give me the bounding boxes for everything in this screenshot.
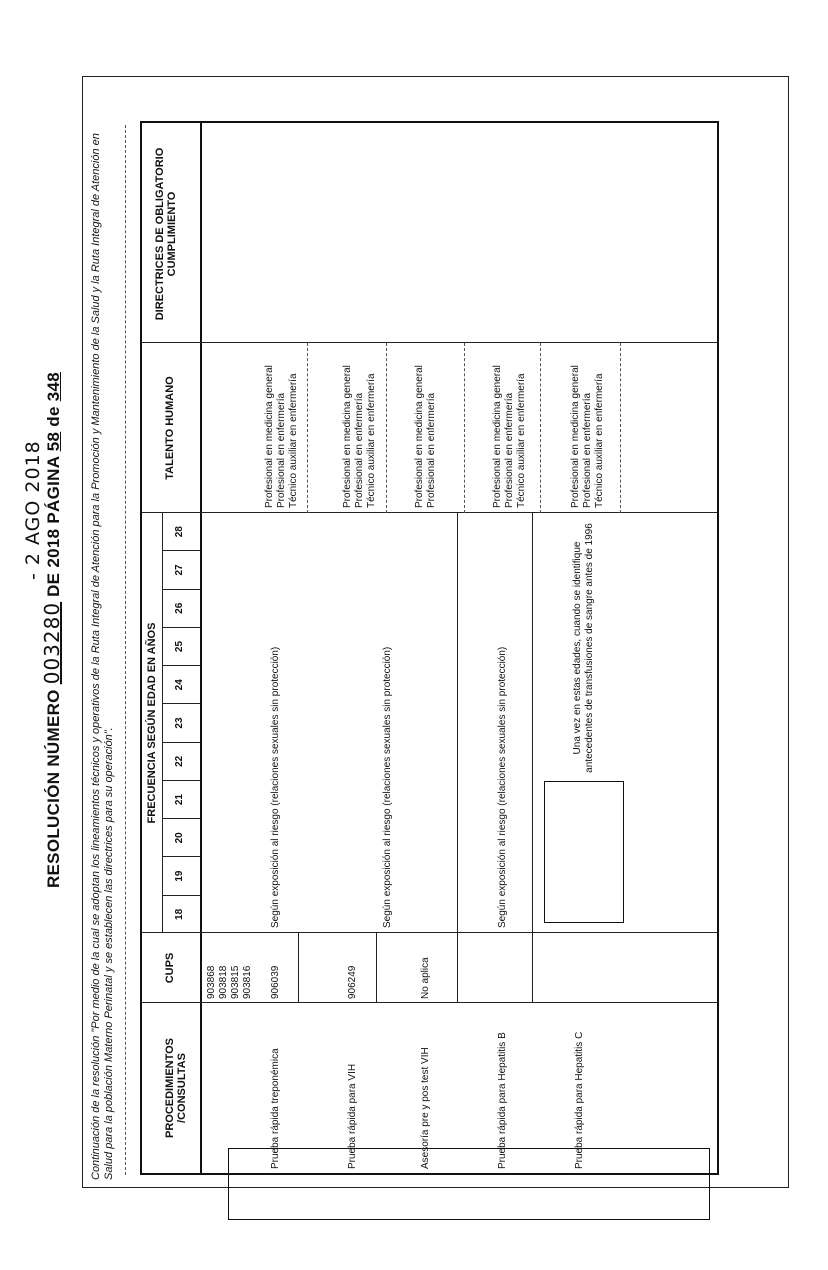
header-cups: CUPS: [164, 952, 176, 984]
age-cell: 21: [162, 780, 200, 818]
age-cell: 18: [162, 895, 200, 933]
talent-item: Profesional en enfermería: [354, 392, 365, 508]
resolution-number: 003280: [40, 601, 64, 685]
page-prefix: DE 2018 PÁGINA: [44, 456, 63, 597]
frequency-cell: Según exposición al riesgo (relaciones sexuales sin protección): [382, 646, 393, 928]
talent-cell: [264, 346, 300, 508]
age-cell: 26: [162, 589, 200, 627]
frequency-cell: Una vez en estas edades, cuando se identifique antecedentes de transfusiones de sangre antes de 1996: [572, 523, 595, 773]
talent-item: Profesional en enfermería: [582, 392, 593, 508]
col-divider: [142, 512, 717, 513]
row-divider: [540, 343, 541, 513]
age-cell: 23: [162, 703, 200, 741]
age-cell: 28: [174, 526, 185, 538]
directrices-column: [202, 127, 714, 341]
age-cell: 24: [162, 665, 200, 703]
frequency-cell: Según exposición al riesgo (relaciones sexuales sin protección): [270, 646, 281, 928]
cups-cell: 906249: [347, 965, 358, 999]
procedure-cell: Prueba rápida treponémica: [270, 1048, 281, 1169]
talent-item: Técnico auxiliar en enfermería: [288, 373, 299, 508]
cups-cell: No aplica: [420, 957, 431, 999]
col-divider: [142, 342, 717, 343]
page-of: de: [44, 406, 63, 427]
age-cell: 20: [162, 818, 200, 856]
cups-code: 903818: [218, 965, 229, 999]
continuation-text: Continuación de la resolución "Por medio de la cual se adoptan los lineamientos técnicos y operativos de la Ruta Integral de Atención para la Promoción y Mantenimiento de la Salud y la Ruta Integral de Atención en Salud para la población Materno Perinatal y se establecen las directrices para su operación".: [90, 133, 115, 1180]
talent-item: Profesional en medicina general: [414, 365, 425, 508]
talent-cell: [342, 346, 378, 508]
page-total: 348: [44, 371, 63, 402]
procedure-cell: Prueba rápida para Hepatitis C: [574, 1031, 585, 1169]
col-divider: [142, 1002, 717, 1003]
talent-cell: [414, 346, 438, 508]
resolution-label: RESOLUCIÓN NÚMERO: [44, 689, 63, 889]
header-talento: TALENTO HUMANO: [164, 376, 176, 480]
row-divider: [620, 343, 621, 513]
procedure-cell: Prueba rápida para Hepatitis B: [497, 1032, 508, 1169]
services-table: [140, 121, 719, 1175]
age-cell: 19: [162, 856, 200, 894]
top-codes: [206, 935, 254, 999]
cups-code: 903815: [230, 965, 241, 999]
margin-box: [228, 1148, 710, 1220]
age-cell: 22: [162, 742, 200, 780]
header-procedimientos: PROCEDIMIENTOS /CONSULTAS: [164, 1037, 188, 1139]
talent-cell: [492, 346, 528, 508]
talent-item: Profesional en enfermería: [426, 392, 437, 508]
header-directrices: DIRECTRICES DE OBLIGATORIO CUMPLIMIENTO: [154, 147, 178, 321]
cups-cell: 906039: [270, 965, 281, 999]
row-divider: [386, 343, 387, 513]
talent-item: Profesional en medicina general: [492, 365, 503, 508]
talent-item: Profesional en enfermería: [276, 392, 287, 508]
row-divider: [464, 343, 465, 513]
talent-item: Técnico auxiliar en enfermería: [594, 373, 605, 508]
talent-item: Profesional en enfermería: [504, 392, 515, 508]
page-number: 58: [44, 431, 63, 452]
procedure-cell: Asesoría pre y pos test VIH: [420, 1047, 431, 1169]
frequency-cell: Según exposición al riesgo (relaciones sexuales sin protección): [497, 646, 508, 928]
talent-item: Profesional en medicina general: [342, 365, 353, 508]
talent-item: Profesional en medicina general: [264, 365, 275, 508]
resolution-header: [40, 80, 64, 1180]
row-divider: [307, 343, 308, 513]
cups-code: 903816: [242, 965, 253, 999]
continuation-divider: [125, 125, 126, 1175]
empty-age-box: [544, 781, 624, 923]
date-stamp: - 2 AGO 2018: [22, 440, 44, 580]
talent-item: Técnico auxiliar en enfermería: [366, 373, 377, 508]
age-cell: 27: [162, 550, 200, 588]
age-cell: 25: [162, 627, 200, 665]
talent-item: Profesional en medicina general: [570, 365, 581, 508]
row-divider: [532, 513, 533, 1003]
cups-code: 903868: [206, 965, 217, 999]
procedure-cell: Prueba rápida para VIH: [347, 1063, 358, 1169]
row-divider: [298, 933, 299, 1003]
header-frecuencia: FRECUENCIA SEGÚN EDAD EN AÑOS: [146, 622, 158, 824]
age-header-row: [162, 513, 200, 933]
talent-item: Técnico auxiliar en enfermería: [516, 373, 527, 508]
talent-cell: [570, 346, 606, 508]
row-divider: [457, 513, 458, 1003]
col-divider: [142, 932, 717, 933]
row-divider: [376, 933, 377, 1003]
